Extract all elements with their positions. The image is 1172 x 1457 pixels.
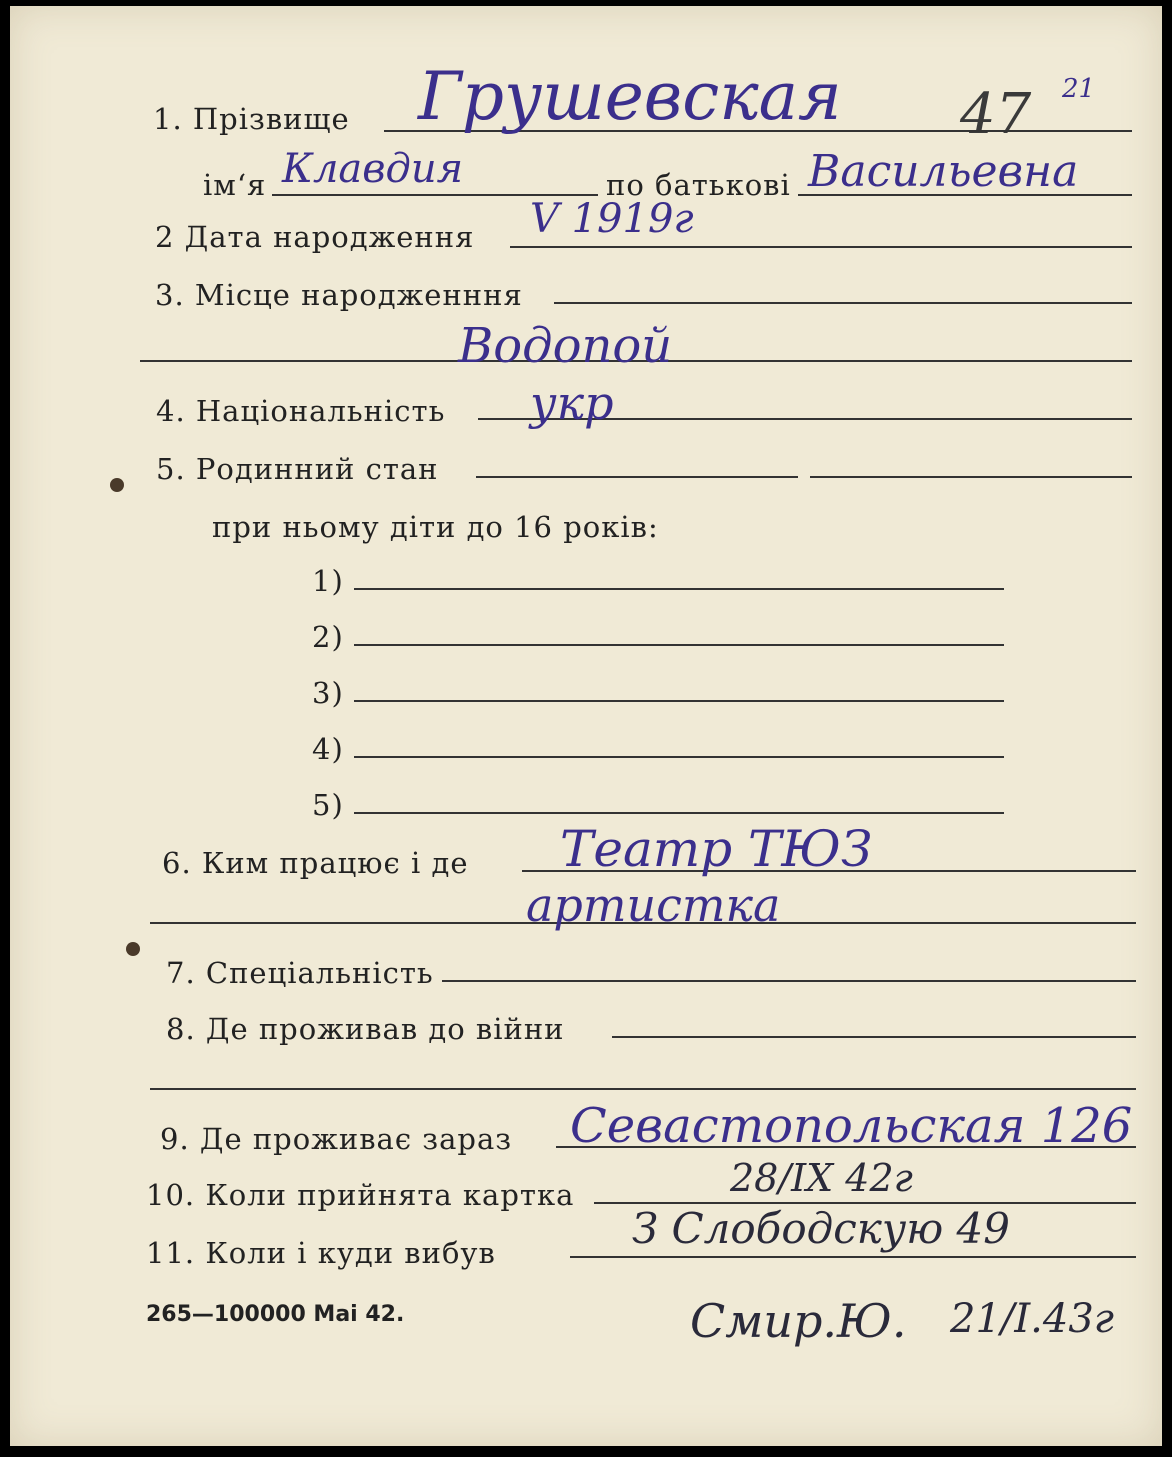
punch-hole-top xyxy=(110,478,124,492)
print-code: 265—100000 Маі 42. xyxy=(146,1302,405,1327)
departed-line xyxy=(570,1256,1136,1258)
corner-mark: 21 xyxy=(1062,74,1096,104)
birth-place-value[interactable]: Водопой xyxy=(458,318,673,374)
label-children: при ньому діти до 16 років: xyxy=(212,510,659,544)
birth-date-line xyxy=(510,246,1132,248)
label-specialty: 7. Спеціальність xyxy=(166,956,434,990)
marital-status-line-1 xyxy=(476,476,798,478)
child-5-label: 5) xyxy=(312,788,344,822)
margin-mark: 47 xyxy=(960,82,1032,147)
label-departed: 11. Коли і куди вибув xyxy=(146,1236,496,1270)
label-card-accepted: 10. Коли прийнята картка xyxy=(146,1178,575,1212)
child-3-line[interactable] xyxy=(354,700,1004,702)
label-patronymic: по батькові xyxy=(606,168,791,202)
departed-value[interactable]: З Слободскую 49 xyxy=(632,1204,1010,1253)
marital-status-line-2 xyxy=(810,476,1132,478)
signature: Смир.Ю. xyxy=(690,1294,907,1348)
label-surname: 1. Прізвище xyxy=(153,102,350,136)
child-3-label: 3) xyxy=(312,676,344,710)
card-accepted-value[interactable]: 28/IX 42г xyxy=(730,1156,913,1200)
employment-value-1[interactable]: Театр ТЮЗ xyxy=(560,820,873,878)
label-prewar-address: 8. Де проживав до війни xyxy=(166,1012,565,1046)
punch-hole-bottom xyxy=(126,942,140,956)
child-2-label: 2) xyxy=(312,620,344,654)
child-2-line[interactable] xyxy=(354,644,1004,646)
birth-place-line-1 xyxy=(554,302,1132,304)
registration-card xyxy=(10,6,1162,1446)
label-nationality: 4. Національність xyxy=(156,394,446,428)
label-marital-status: 5. Родинний стан xyxy=(156,452,439,486)
surname-value[interactable]: Грушевская xyxy=(418,58,842,135)
child-1-label: 1) xyxy=(312,564,344,598)
name-value[interactable]: Клавдия xyxy=(282,146,464,192)
specialty-line[interactable] xyxy=(442,980,1136,982)
nationality-value[interactable]: укр xyxy=(530,376,614,430)
label-current-address: 9. Де проживає зараз xyxy=(160,1122,513,1156)
birth-date-value[interactable]: V 1919г xyxy=(530,196,694,242)
child-5-line[interactable] xyxy=(354,812,1004,814)
prewar-address-line-1[interactable] xyxy=(612,1036,1136,1038)
prewar-address-line-2[interactable] xyxy=(150,1088,1136,1090)
label-employment: 6. Ким працює і де xyxy=(162,846,469,880)
patronymic-value[interactable]: Васильевна xyxy=(808,146,1079,197)
child-4-label: 4) xyxy=(312,732,344,766)
child-1-line[interactable] xyxy=(354,588,1004,590)
child-4-line[interactable] xyxy=(354,756,1004,758)
signature-date: 21/I.43г xyxy=(950,1296,1115,1342)
label-name: ім‘я xyxy=(203,168,267,202)
label-birth-date: 2 Дата народження xyxy=(155,220,475,254)
current-address-value[interactable]: Севастопольская 126 xyxy=(570,1098,1133,1154)
label-birth-place: 3. Місце народженння xyxy=(155,278,523,312)
employment-value-2[interactable]: артистка xyxy=(526,878,781,932)
